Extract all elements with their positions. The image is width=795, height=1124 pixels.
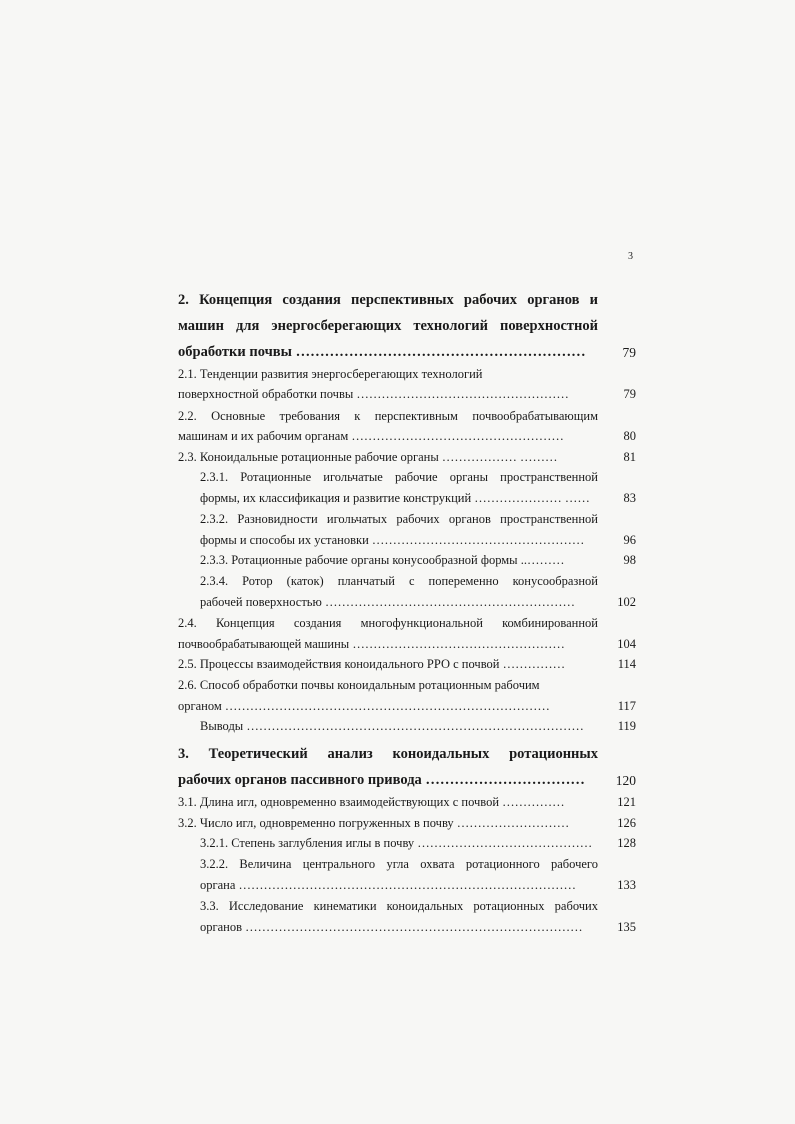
toc-entry-line: органом …………………………………………………………………… bbox=[178, 699, 550, 713]
toc-page-number: 80 bbox=[623, 429, 636, 443]
toc-heading-line: рабочих органов пассивного привода …………………………… bbox=[178, 772, 585, 788]
toc-subentry-line: 3.2.1. Степень заглубления иглы в почву …………………………………… bbox=[200, 836, 593, 850]
toc-subentry-line: формы, их классификация и развитие конструкций ………………… …… bbox=[200, 491, 590, 505]
toc-page-number: 98 bbox=[623, 553, 636, 567]
toc-heading-line: машин для энергосберегающих технологий поверхностной bbox=[178, 318, 598, 334]
toc-page-number: 133 bbox=[617, 878, 636, 892]
toc-heading-line: обработки почвы …………………………………………………… bbox=[178, 344, 586, 360]
toc-page-number: 81 bbox=[623, 450, 636, 464]
toc-heading-line: 3. Теоретический анализ коноидальных ротационных bbox=[178, 746, 598, 762]
toc-entry-line: 2.4. Концепция создания многофункциональной комбинированной bbox=[178, 616, 598, 630]
toc-entry-line: машинам и их рабочим органам …………………………………………… bbox=[178, 429, 564, 443]
toc-subentry-line: 2.3.2. Разновидности игольчатых рабочих органов пространственной bbox=[200, 512, 598, 526]
toc-subentry-line: формы и способы их установки …………………………………………… bbox=[200, 533, 585, 547]
toc-subentry-line: 3.2.2. Величина центрального угла охвата ротационного рабочего bbox=[200, 857, 598, 871]
toc-page-number: 117 bbox=[617, 699, 636, 713]
toc-page-number: 79 bbox=[623, 387, 636, 401]
toc-page-number: 135 bbox=[617, 920, 636, 934]
page-number: 3 bbox=[628, 251, 633, 262]
toc-entry-line: 3.2. Число игл, одновременно погруженных в почву ……………………… bbox=[178, 816, 570, 830]
toc-page-number: 102 bbox=[617, 595, 636, 609]
toc-page-number: 128 bbox=[617, 836, 636, 850]
toc-page-number: 126 bbox=[617, 816, 636, 830]
toc-subentry-line: 3.3. Исследование кинематики коноидальных ротационных рабочих bbox=[200, 899, 598, 913]
toc-entry-line: 3.1. Длина игл, одновременно взаимодействующих с почвой …………… bbox=[178, 795, 565, 809]
toc-page-number: 114 bbox=[617, 657, 636, 671]
toc-page-number: 104 bbox=[617, 637, 636, 651]
toc-entry-line: почвообрабатывающей машины …………………………………………… bbox=[178, 637, 565, 651]
toc-subentry-line: органов ……………………………………………………………………… bbox=[200, 920, 583, 934]
toc-entry-line: Выводы ……………………………………………………………………… bbox=[200, 719, 584, 733]
toc-heading-line: 2. Концепция создания перспективных рабочих органов и bbox=[178, 292, 598, 308]
toc-subentry-line: 2.3.3. Ротационные рабочие органы конусообразной формы ..……… bbox=[200, 553, 565, 567]
toc-entry-line: 2.3. Коноидальные ротационные рабочие органы ……………… ……… bbox=[178, 450, 558, 464]
toc-entry-line: 2.5. Процессы взаимодействия коноидального РРО с почвой …………… bbox=[178, 657, 566, 671]
toc-entry-line: 2.6. Способ обработки почвы коноидальным ротационным рабочим bbox=[178, 678, 540, 692]
toc-entry-line: 2.1. Тенденции развития энергосберегающих технологий bbox=[178, 367, 483, 381]
toc-entry-line: 2.2. Основные требования к перспективным почвообрабатывающим bbox=[178, 409, 598, 423]
toc-page-number: 119 bbox=[617, 719, 636, 733]
toc-page-number: 121 bbox=[617, 795, 636, 809]
toc-subentry-line: 2.3.1. Ротационные игольчатые рабочие органы пространственной bbox=[200, 470, 598, 484]
toc-page-number: 120 bbox=[615, 773, 636, 788]
toc-subentry-line: органа ……………………………………………………………………… bbox=[200, 878, 577, 892]
toc-page-number: 96 bbox=[623, 533, 636, 547]
toc-subentry-line: рабочей поверхностью …………………………………………………… bbox=[200, 595, 575, 609]
toc-subentry-line: 2.3.4. Ротор (каток) планчатый с попеременно конусообразной bbox=[200, 574, 598, 588]
toc-page-number: 83 bbox=[623, 491, 636, 505]
toc-entry-line: поверхностной обработки почвы …………………………………………… bbox=[178, 387, 569, 401]
toc-page-number: 79 bbox=[622, 345, 636, 360]
